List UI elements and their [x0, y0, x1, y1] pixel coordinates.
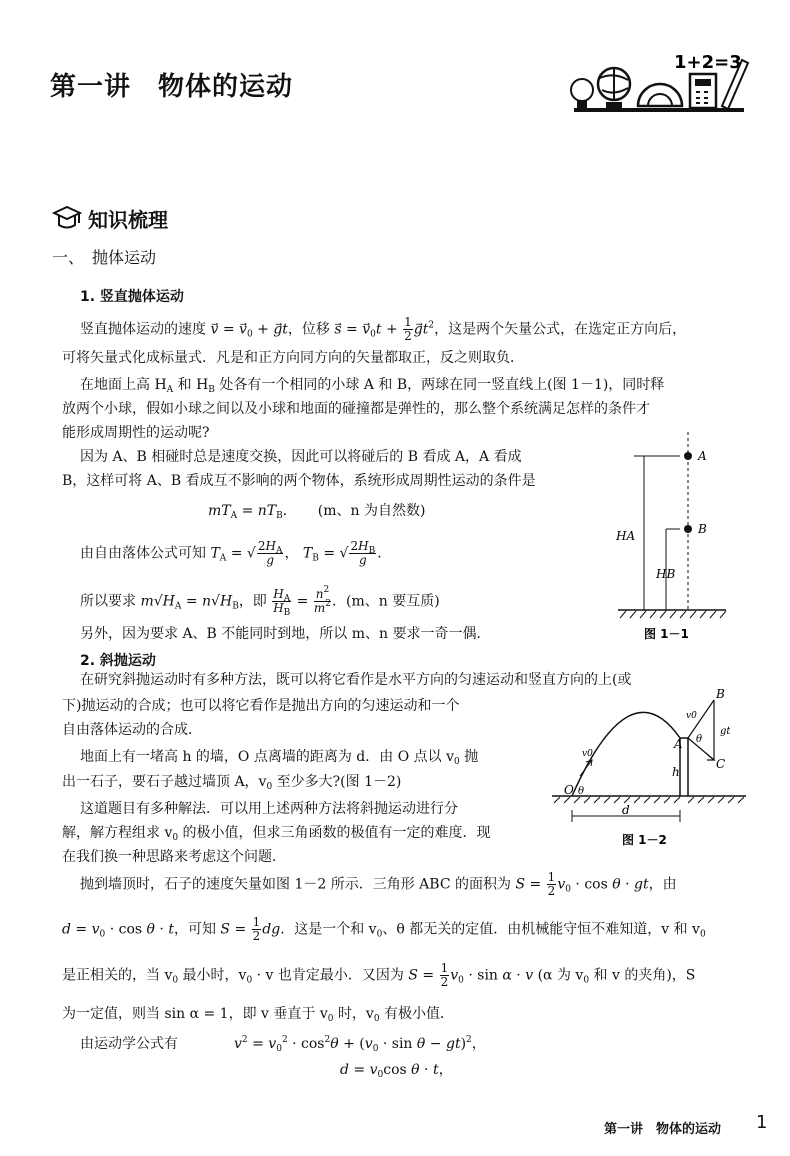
text-line: 抛到墙顶时，石子的速度矢量如图 1－2 所示．三角形 ABC 的面积为 S = $\frac{1}{2}$ $v_0 \cdot \cos \theta$ · gt，由	[80, 870, 677, 898]
page-number: 1	[756, 1112, 768, 1133]
topic-heading-oblique: 2. 斜抛运动	[80, 653, 156, 669]
ball-a	[684, 452, 692, 460]
svg-text:C: C	[716, 757, 726, 771]
page-title: 第一讲 物体的运动	[50, 72, 294, 102]
text-line: B，这样可将 A、B 看成互不影响的两个物体，系统形成周期性运动的条件是	[62, 473, 536, 489]
graduation-cap-icon	[52, 205, 82, 231]
text-line: 在我们换一种思路来考虑这个问题．	[62, 849, 286, 865]
lightbulb-icon	[571, 79, 593, 101]
svg-text:A: A	[674, 737, 683, 751]
formula-line: $d = v_0\cos$ θ · t，	[340, 1062, 453, 1080]
section-title: 知识梳理	[88, 208, 168, 232]
text-line: 在研究斜抛运动时有多种方法，既可以将它看作是水平方向的匀速运动和竖直方向的上(或	[80, 672, 632, 688]
logo-text: 1+2=3	[674, 52, 742, 73]
formula-line: 所以要求 $m√H_A = n√H_B$，即 $\frac{H_A}{H_B}$ = $\frac{n^2}{m^2}$ ．(m、n 要互质)	[80, 585, 440, 618]
svg-text:图 1－1: 图 1－1	[644, 627, 689, 641]
svg-text:HA: HA	[616, 529, 636, 543]
text-line: 竖直抛体运动的速度 v⃗ = $v_0$ + gt，位移 s⃗ = $v_0t$ + $\frac{1}{2}$ $gt^2$，这是两个矢量公式，在选定正方向后，	[80, 315, 687, 343]
text-line: 是正相关的，当 $v_0$ 最小时，$v_0 \cdot v$ 也肯定最小．又因为 S = $\frac{1}{2}$ $v_0 \cdot \sin \alpha \cdot v$ (α 为 $v_0$ 和 v 的夹角)，S	[62, 961, 696, 989]
text-line: 为一定值，则当 sin α = 1，即 v 垂直于 $v_0$ 时，$v_0$ 有极小值．	[62, 1006, 455, 1024]
figure-1-1	[604, 430, 734, 642]
svg-text:图 1－2: 图 1－2	[622, 833, 667, 847]
stationery-logo	[566, 46, 752, 116]
text-line: 下)抛运动的合成；也可以将它看作是抛出方向的匀速运动和一个	[62, 698, 460, 714]
svg-text:O: O	[564, 783, 574, 797]
svg-text:d: d	[622, 803, 630, 817]
text-line: 出一石子，要石子越过墙顶 A，$v_0$ 至少多大?(图 1－2)	[62, 774, 402, 792]
svg-text:B: B	[698, 522, 707, 536]
formula-line: 由运动学公式有 $v^2 = v_0^2 \cdot \cos^2\theta + (v_0 \cdot \sin \theta - gt)^2$，	[80, 1035, 486, 1054]
formula-line: 由自由落体公式可知 $T_A$ = √ $\frac{2H_A}{g}$ ， $T_B$ = √ $\frac{2H_B}{g}$ ．	[80, 539, 392, 567]
text-line: 放两个小球，假如小球之间以及小球和地面的碰撞都是弹性的，那么整个系统满足怎样的条件才	[62, 401, 650, 417]
subsection-title: 一、 抛体运动	[52, 248, 157, 267]
svg-text:θ: θ	[696, 734, 703, 745]
svg-text:v0: v0	[582, 749, 593, 759]
svg-text:gt: gt	[720, 726, 731, 737]
ball-b	[684, 525, 692, 533]
text-line: 在地面上高 $H_A$ 和 $H_B$ 处各有一个相同的小球 A 和 B，两球在同一竖直线上(图 1－1)，同时释	[80, 377, 665, 395]
svg-text:v0: v0	[686, 711, 697, 721]
text-line: 这道题目有多种解法．可以用上述两种方法将斜抛运动进行分	[80, 801, 458, 817]
text-line: 地面上有一堵高 h 的墙，O 点离墙的距离为 d．由 O 点以 $v_0$ 抛	[80, 749, 479, 767]
figure-1-2	[550, 676, 750, 852]
text-line: 另外，因为要求 A、B 不能同时到地，所以 m、n 要求一奇一偶．	[80, 626, 491, 642]
text-line: $d = v_0 \cdot \cos \theta \cdot t$，可知 S = $\frac{1}{2}$ dg．这是一个和 $v_0$、θ 都无关的定值．由机械能守恒不难知道，v 和 $v_0$	[62, 915, 706, 943]
text-line: 能形成周期性的运动呢?	[62, 425, 210, 441]
topic-heading-vertical: 1. 竖直抛体运动	[80, 289, 184, 305]
svg-text:A: A	[698, 449, 707, 463]
svg-text:B: B	[716, 687, 725, 701]
text-line: 可将矢量式化成标量式．凡是和正方向同方向的矢量都取正，反之则取负．	[62, 350, 524, 366]
formula-line: $mT_A = nT_B$． (m、n 为自然数)	[208, 503, 426, 521]
text-line: 自由落体运动的合成．	[62, 722, 202, 738]
footer-chapter-label: 第一讲 物体的运动	[604, 1122, 722, 1137]
svg-text:h: h	[672, 765, 680, 779]
text-line: 解，解方程组求 $v_0$ 的极小值，但求三角函数的极值有一定的难度．现	[62, 825, 491, 843]
text-line: 因为 A、B 相碰时总是速度交换，因此可以将碰后的 B 看成 A，A 看成	[80, 449, 522, 465]
svg-text:θ: θ	[578, 786, 585, 797]
svg-text:HB: HB	[656, 567, 676, 581]
